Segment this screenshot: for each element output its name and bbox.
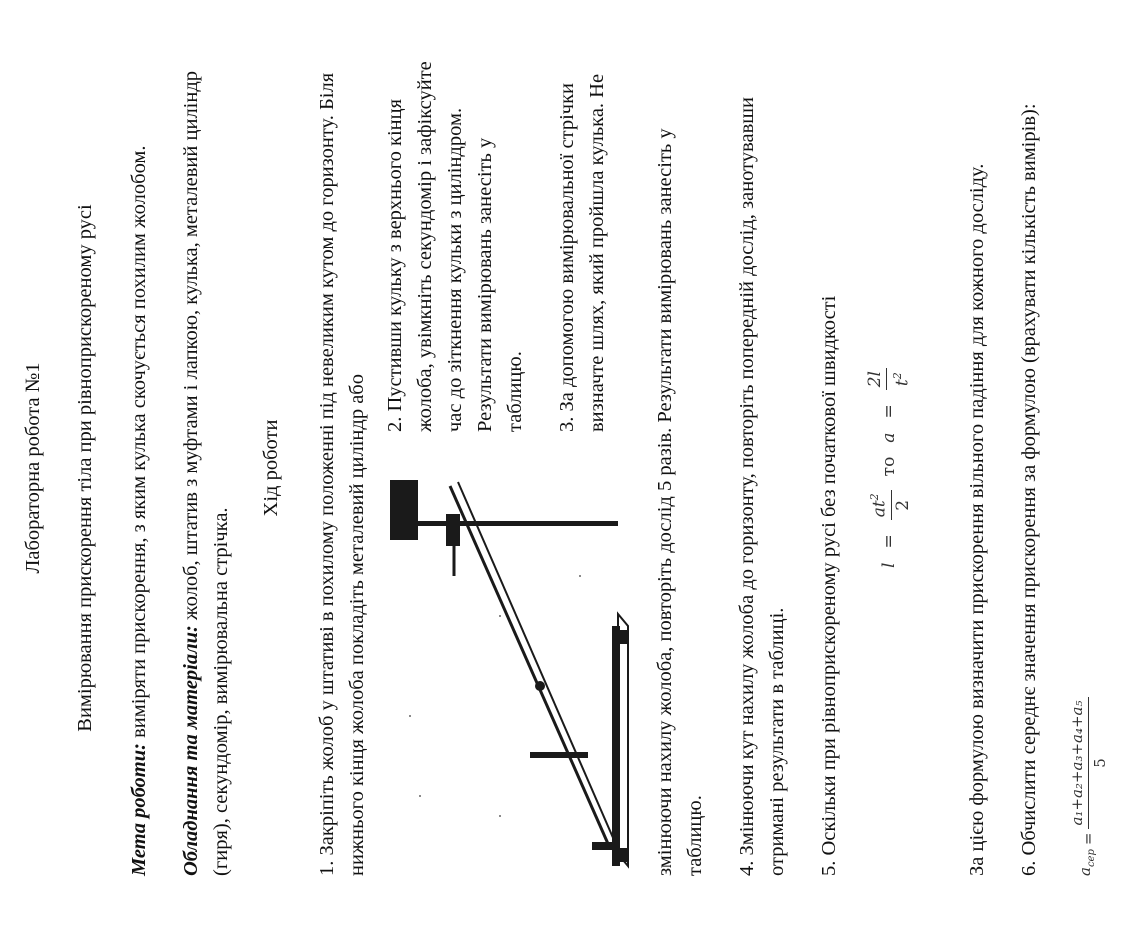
step-3: 3. За допомогою вимірювальної стрічки визначте шлях, який пройшла кулька. Не [556, 73, 608, 432]
step-3-continued: змінюючи нахилу жолоба, повторіть дослід 5 разів. Результати вимірювань занесіть у таблицю. [654, 128, 706, 876]
materials-text: жолоб, штатив з муфтами і лапкою, кулька, металевий циліндр (гиря), секундомір, вимірювальна стрічка. [180, 70, 232, 876]
step-6: 6. Обчислити середнє значення прискорення за формулою (врахувати кількість вимірів): [1017, 103, 1040, 876]
avg-den: 5 [1090, 758, 1109, 768]
inclined-trough-apparatus-icon [380, 456, 650, 876]
formula-num-1: $at^2$ [864, 490, 892, 520]
avg-eq: = [1079, 832, 1098, 846]
formula-fraction-1 [864, 490, 914, 520]
figure-row [380, 60, 650, 876]
materials-label: Обладнання та матеріали: [180, 625, 202, 876]
formula-den-1: 2 [892, 499, 913, 511]
formula-eq: = [878, 534, 899, 549]
step-4: 4. Змінюючи кут нахилу жолоба до горизонту, повторіть попередній дослід, занотувавши отримані результати в таблиці. [736, 96, 788, 876]
goal-paragraph [124, 60, 154, 876]
goal-label: Мета роботи: [128, 743, 150, 876]
figure-side-text [380, 60, 612, 456]
page-title: Лабораторна робота №1 [22, 362, 44, 574]
avg-lhs: $a_{сер}$ [1075, 849, 1097, 876]
formula-a: a [878, 432, 899, 443]
average-formula [1066, 60, 1111, 876]
step-5-note: За цією формулою визначити прискорення вільного падіння для кожного досліду. [965, 163, 988, 876]
formula-num-2: 2l [864, 368, 887, 390]
formula-den-2: $t^2$ [891, 372, 913, 387]
page-subtitle: Вимірювання прискорення тіла при рівноприскореному русі [74, 204, 96, 732]
avg-fraction [1066, 697, 1111, 828]
apparatus-drawing [380, 456, 650, 876]
formula-connector: то [878, 456, 899, 477]
formula-fraction-2 [864, 368, 914, 390]
formula-eq-2: = [878, 404, 899, 419]
step-2: 2. Пустивши кульку з верхнього кінця жолоба, увімкніть секундомір і зафіксуйте час до зіткнення кульки з циліндром. Результати вимірювань занесіть у таблицю. [384, 61, 526, 432]
goal-text: виміряти прискорення, з яким кулька скочується похилим жолобом. [128, 145, 150, 744]
step-1: 1. Закріпіть жолоб у штативі в похилому положенні під невеликим кутом до горизонту. Біля нижнього кінця жолоба покладіть металевий циліндр або [316, 72, 368, 876]
avg-num: a₁+a₂+a₃+a₄+a₅ [1066, 697, 1089, 828]
step-5: 5. Оскільки при рівноприскореному русі без початкової швидкості [818, 295, 840, 876]
distance-formula [864, 60, 914, 876]
course-heading: Хід роботи [260, 419, 282, 517]
materials-paragraph [176, 60, 236, 876]
formula-l: l [878, 562, 899, 568]
